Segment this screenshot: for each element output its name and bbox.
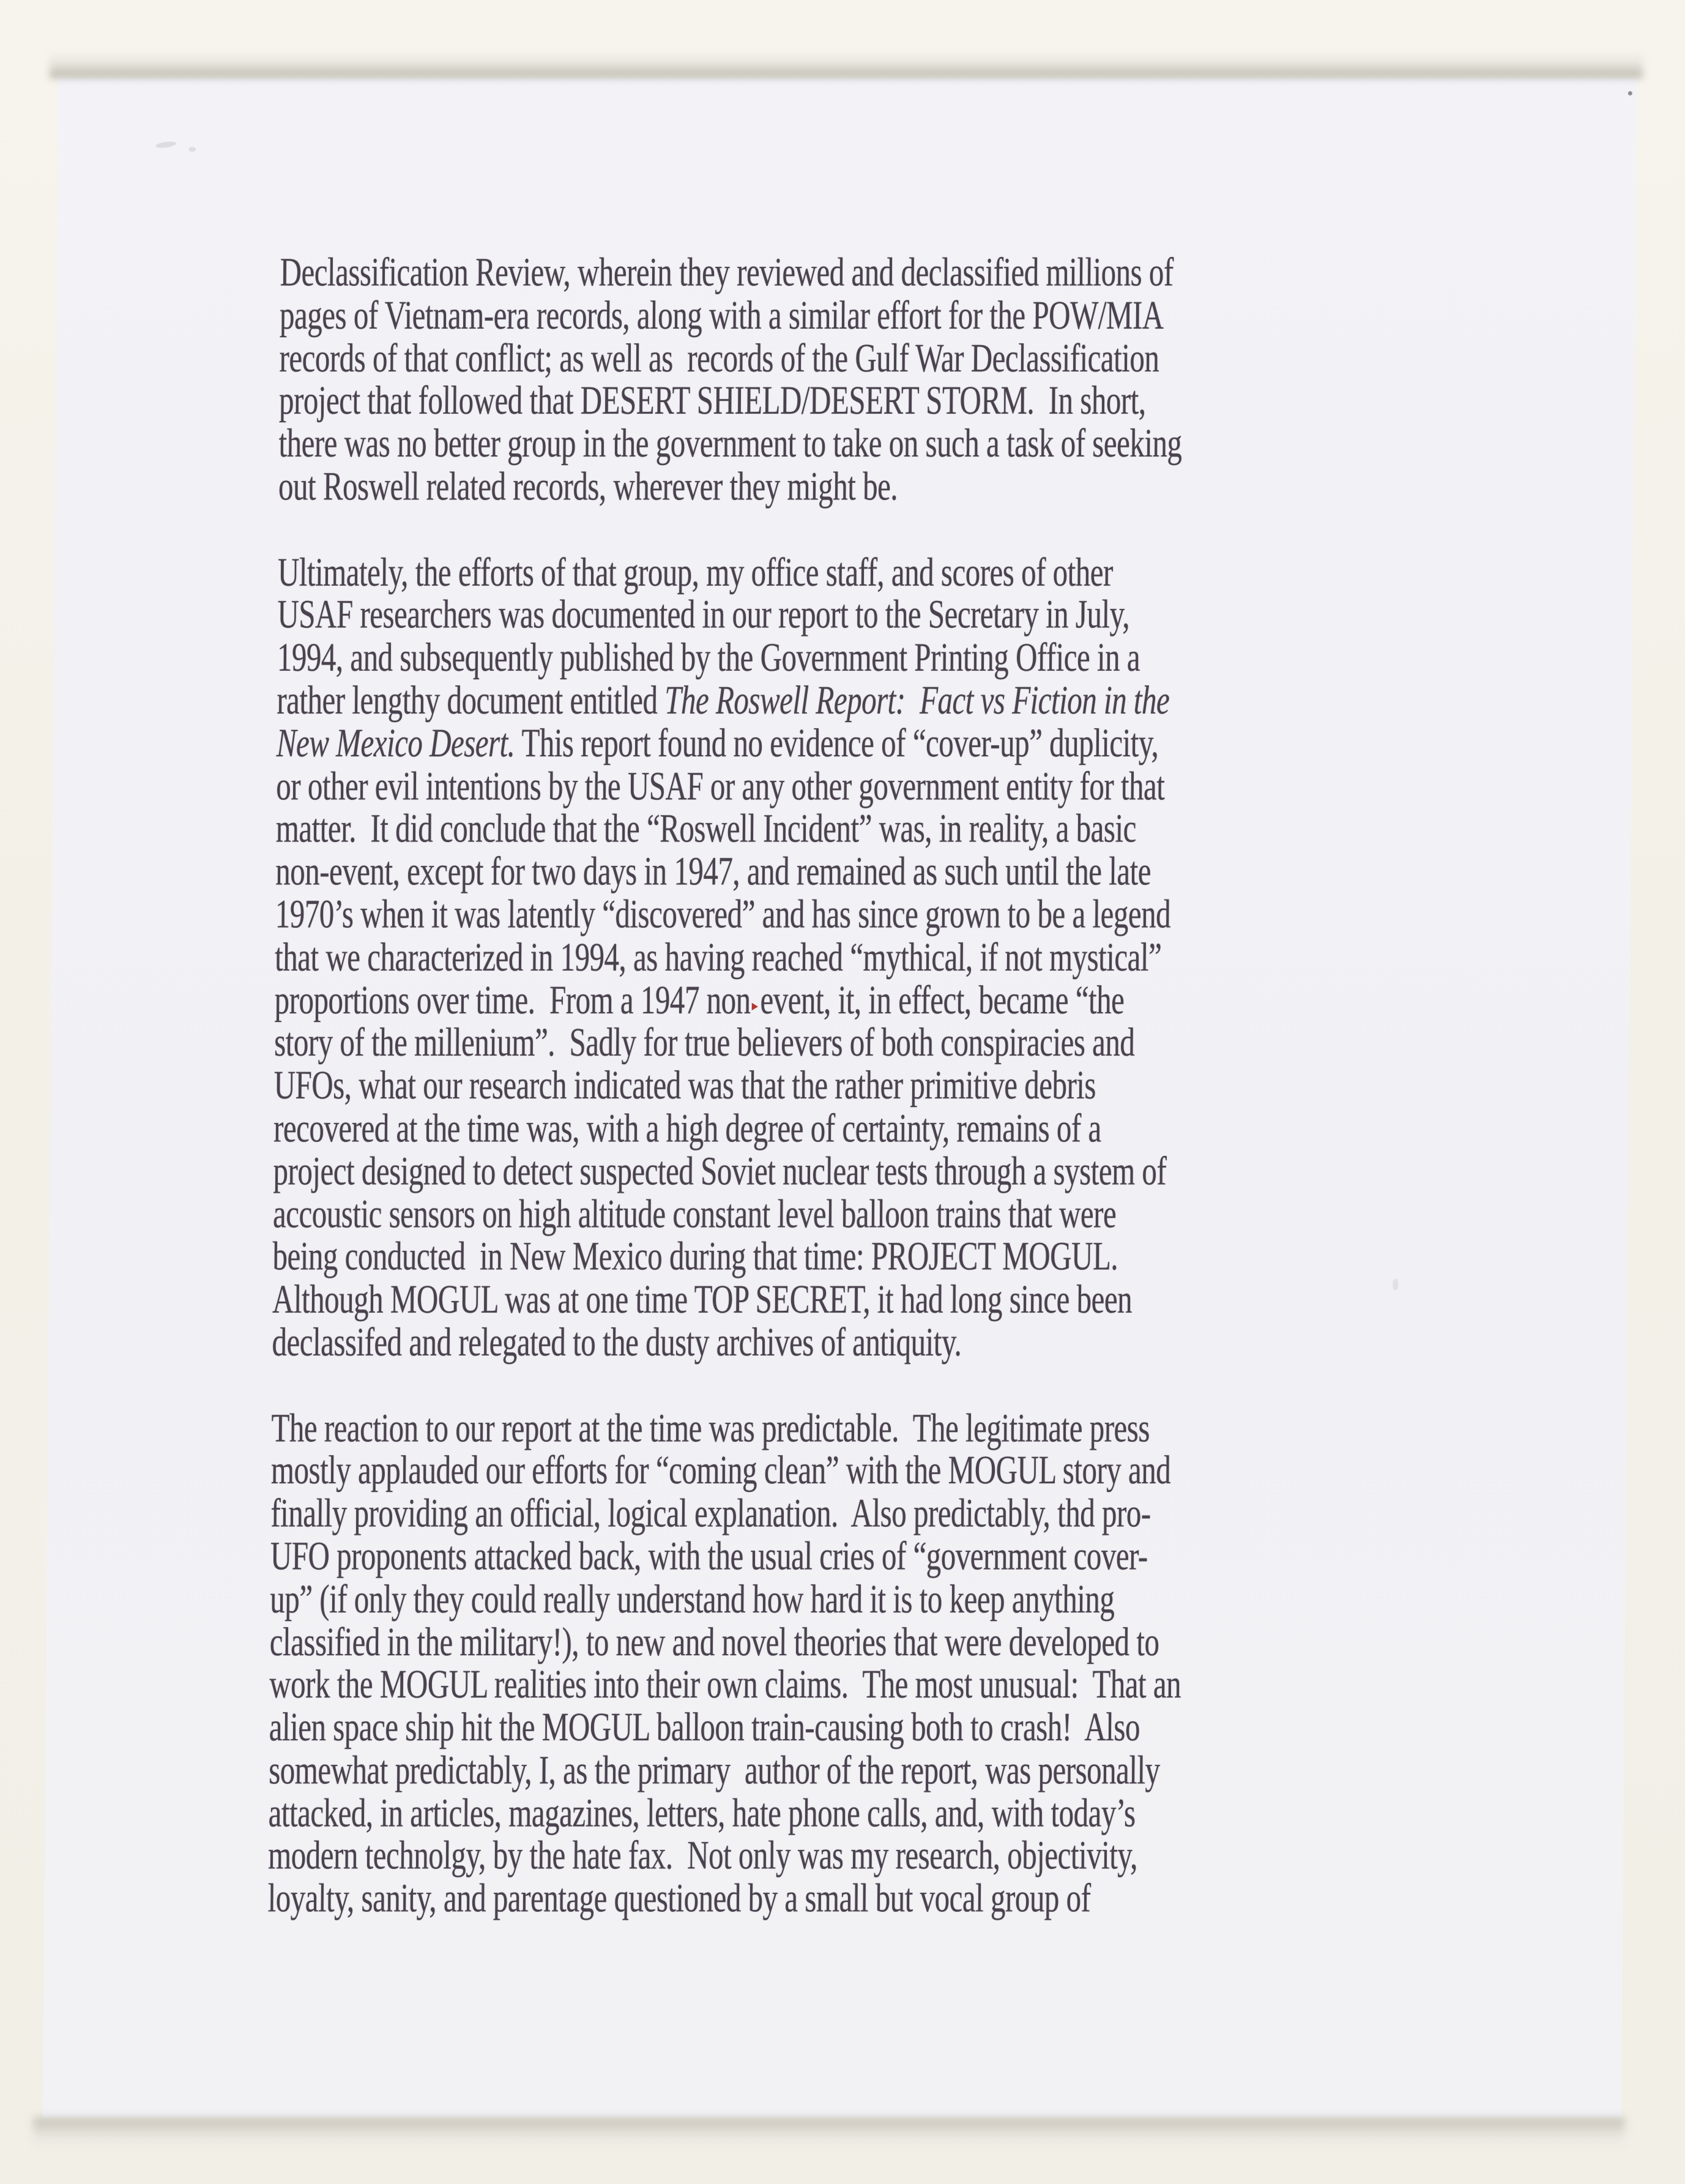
text-segment: alien space ship hit the MOGUL balloon train-causing both to crash! Also — [269, 1704, 1140, 1750]
text-segment: Declassification Review, wherein they reviewed and declassified millions of — [280, 249, 1174, 295]
text-segment: This report found no evidence of “cover-up” duplicity, — [515, 720, 1159, 766]
text-segment: recovered at the time was, with a high degree of certainty, remains of a — [273, 1105, 1102, 1151]
text-segment: or other evil intentions by the USAF or any other government entity for that — [276, 762, 1165, 808]
text-line — [272, 1278, 1423, 1321]
text-line — [278, 422, 1429, 465]
text-segment: somewhat predictably, I, as the primary author of the report, was personally — [268, 1746, 1160, 1792]
text-line — [280, 251, 1430, 294]
text-segment: UFOs, what our research indicated was that the rather primitive debris — [273, 1062, 1096, 1108]
text-line — [269, 1705, 1420, 1748]
paper-speck — [188, 147, 196, 152]
text-line — [273, 1192, 1424, 1235]
text-segment: being conducted in New Mexico during that time: PROJECT MOGUL. — [272, 1233, 1118, 1279]
text-segment: there was no better group in the government to take on such a task of seeking — [278, 420, 1182, 466]
text-line — [269, 1748, 1419, 1791]
text-segment: mostly applauded our efforts for “coming clean” with the MOGUL story and — [270, 1447, 1171, 1493]
text-segment: Ultimately, the efforts of that group, my office staff, and scores of other — [277, 548, 1114, 595]
text-segment: work the MOGUL realities into their own claims. The most unusual: That an — [269, 1661, 1181, 1707]
paper-speck — [1628, 91, 1632, 95]
text-line — [270, 1535, 1421, 1578]
text-line — [278, 550, 1429, 593]
text-segment: rather lengthy document entitled — [277, 677, 665, 723]
text-line — [277, 593, 1428, 636]
text-line — [280, 294, 1430, 337]
text-segment: records of that conflict; as well as records of the Gulf War Declassification — [279, 335, 1159, 381]
text-line — [270, 1620, 1421, 1663]
text-line — [275, 936, 1426, 978]
text-line — [276, 764, 1427, 807]
text-line — [273, 1149, 1424, 1192]
text-line — [278, 465, 1429, 508]
text-line — [279, 379, 1430, 422]
text-segment: declassifed and relegated to the dusty archives of antiquity. — [272, 1319, 962, 1365]
text-segment: project designed to detect suspected Soviet nuclear tests through a system of — [273, 1147, 1167, 1193]
text-line — [268, 1791, 1419, 1834]
text-segment: attacked, in articles, magazines, letters, hate phone calls, and, with today’s — [268, 1789, 1136, 1835]
text-segment: out Roswell related records, wherever they might be. — [278, 463, 898, 509]
text-segment: pages of Vietnam-era records, along with a similar effort for the POW/MIA — [279, 292, 1164, 338]
italic-title-text: The Roswell Report: Fact vs Fiction in the — [664, 677, 1170, 723]
text-segment: matter. It did conclude that the “Roswell Incident” was, in reality, a basic — [275, 805, 1137, 851]
text-segment: The reaction to our report at the time was predictable. The legitimate press — [271, 1404, 1150, 1450]
text-segment: 1994, and subsequently published by the Government Printing Office in a — [277, 634, 1140, 680]
paragraph — [278, 251, 1430, 508]
text-line — [273, 1107, 1424, 1150]
text-segment: loyalty, sanity, and parentage questioned by a small but vocal group of — [267, 1875, 1091, 1921]
text-segment: modern technolgy, by the hate fax. Not only was my research, objectivity, — [267, 1832, 1138, 1878]
text-line — [275, 893, 1426, 936]
text-line — [270, 1492, 1421, 1535]
text-segment: accoustic sensors on high altitude constant level balloon trains that were — [272, 1190, 1117, 1236]
italic-title-text: New Mexico Desert. — [276, 720, 515, 766]
text-line — [274, 1021, 1425, 1064]
text-line — [275, 850, 1426, 893]
text-segment: USAF researchers was documented in our report to the Secretary in July, — [277, 591, 1130, 637]
paragraph — [272, 550, 1428, 1363]
text-segment: proportions over time. From a 1947 non — [274, 977, 751, 1023]
text-line — [271, 1406, 1422, 1449]
text-segment: project that followed that DESERT SHIELD/DESERT STORM. In short, — [278, 378, 1146, 423]
text-block — [267, 251, 1430, 1920]
red-annotation-mark: ▸ — [751, 997, 758, 1015]
text-line — [272, 1321, 1423, 1363]
text-line — [268, 1834, 1419, 1877]
text-line — [273, 1064, 1424, 1107]
text-line — [270, 1575, 1421, 1622]
document-page — [43, 78, 1637, 2117]
text-line — [277, 721, 1427, 764]
paragraph — [267, 1406, 1421, 1920]
text-line — [272, 1235, 1423, 1278]
text-segment: UFO proponents attacked back, with the usual cries of “government cover- — [270, 1533, 1148, 1579]
text-segment: event, it, in effect, became “the — [760, 977, 1125, 1023]
text-segment: 1970’s when it was latently “discovered” and has since grown to be a legend — [275, 891, 1171, 937]
text-line — [269, 1663, 1420, 1706]
text-segment: classified in the military!), to new and novel theories that were developed to — [269, 1618, 1159, 1664]
text-line — [271, 1449, 1422, 1492]
text-line — [277, 679, 1427, 721]
text-segment: up” (if only they could really understand how hard it is to keep anything — [270, 1575, 1115, 1622]
text-line — [276, 807, 1427, 850]
text-segment: finally providing an official, logical explanation. Also predictably, thd pro- — [270, 1490, 1151, 1536]
text-line — [277, 636, 1428, 679]
text-line — [274, 978, 1425, 1021]
text-segment: non-event, except for two days in 1947, and remained as such until the late — [275, 848, 1151, 894]
text-segment: story of the millenium”. Sadly for true believers of both conspiracies and — [273, 1019, 1135, 1065]
text-line — [267, 1877, 1418, 1920]
text-segment: that we characterized in 1994, as having reached “mythical, if not mystical” — [274, 934, 1162, 980]
text-line — [279, 337, 1430, 379]
paper-speck — [155, 141, 177, 149]
text-segment: Although MOGUL was at one time TOP SECRET, it had long since been — [272, 1276, 1133, 1322]
